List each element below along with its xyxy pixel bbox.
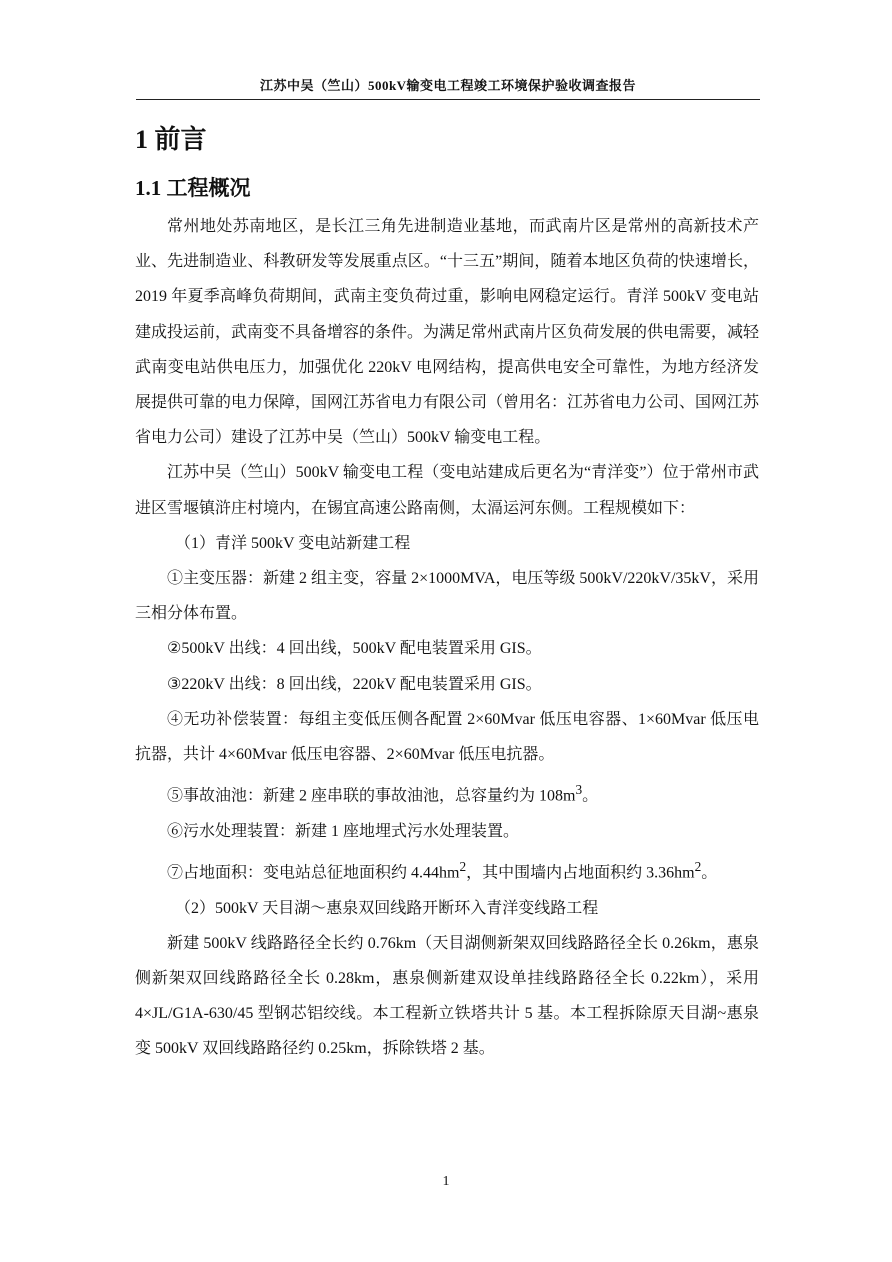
- running-header: 江苏中吴（竺山）500kV输变电工程竣工环境保护验收调查报告: [259, 78, 637, 93]
- land-area-text-b: ，其中围墙内占地面积约 3.36hm: [466, 864, 695, 882]
- item-reactive-compensation: ④无功补偿装置：每组主变低压侧各配置 2×60Mvar 低压电容器、1×60Mvar 低压电抗器，共计 4×60Mvar 低压电容器、2×60Mvar 低压电抗器。: [135, 710, 759, 764]
- item-line-project-title: （2）500kV 天目湖～惠泉双回线路开断环入青洋变线路工程: [175, 899, 599, 917]
- paragraph-project-location: 江苏中吴（竺山）500kV 输变电工程（变电站建成后更名为“青洋变”）位于常州市武进区雪堰镇浒庄村境内，在锡宜高速公路南侧，太滆运河东侧。工程规模如下：: [135, 464, 759, 517]
- land-area-superscript-1: 2: [459, 858, 467, 874]
- land-area-text-a: ⑦占地面积：变电站总征地面积约 4.44hm: [167, 864, 460, 882]
- header-rule: [136, 99, 760, 100]
- item-substation-title: （1）青洋 500kV 变电站新建工程: [175, 534, 411, 552]
- body-text: [135, 209, 759, 1067]
- item-land-area: [135, 849, 759, 891]
- oil-pit-end: 。: [582, 787, 599, 805]
- land-area-end: 。: [701, 864, 718, 882]
- oil-pit-superscript: 3: [575, 782, 583, 798]
- item-main-transformer: ①主变压器：新建 2 组主变，容量 2×1000MVA，电压等级 500kV/220kV/35kV，采用三相分体布置。: [135, 570, 759, 623]
- page-number: 1: [442, 1174, 450, 1189]
- paragraph-background: 常州地处苏南地区，是长江三角先进制造业基地，而武南片区是常州的高新技术产业、先进制造业、科教研发等发展重点区。“十三五”期间，随着本地区负荷的快速增长，2019 年夏季高峰负荷期间，武南主变负荷过重，影响电网稳定运行。青洋 500kV 变电站建成投运前，武南变不具备增容的条件。为满足常州武南片区负荷发展的供电需要，减轻武南变电站供电压力，加强优化 220kV 电网结构，提高供电安全可靠性，为地方经济发展提供可靠的电力保障，国网江苏省电力有限公司（曾用名：江苏省电力公司、国网江苏省电力公司）建设了江苏中吴（竺山）500kV 输变电工程。: [135, 218, 760, 447]
- item-sewage-treatment: ⑥污水处理装置：新建 1 座地埋式污水处理装置。: [167, 822, 520, 840]
- subsection-heading: 1.1 工程概况: [135, 176, 251, 200]
- item-220kv-outlet: ③220kV 出线：8 回出线，220kV 配电装置采用 GIS。: [167, 675, 542, 693]
- land-area-superscript-2: 2: [694, 858, 702, 874]
- section-heading: 1 前言: [135, 125, 207, 154]
- oil-pit-text: ⑤事故油池：新建 2 座串联的事故油池，总容量约为 108m: [167, 787, 576, 805]
- item-500kv-outlet: ②500kV 出线：4 回出线，500kV 配电装置采用 GIS。: [167, 640, 542, 658]
- item-oil-pit: [135, 772, 759, 814]
- item-line-project-body: 新建 500kV 线路路径全长约 0.76km（天目湖侧新架双回线路路径全长 0.26km，惠泉侧新架双回线路路径全长 0.28km，惠泉侧新建双设单挂线路路径全长 0.22km），采用 4×JL/G1A-630/45 型钢芯铝绞线。本工程新立铁塔共计 5 基。本工程拆除原天目湖~惠泉变 500kV 双回线路路径约 0.25km，拆除铁塔 2 基。: [135, 934, 759, 1058]
